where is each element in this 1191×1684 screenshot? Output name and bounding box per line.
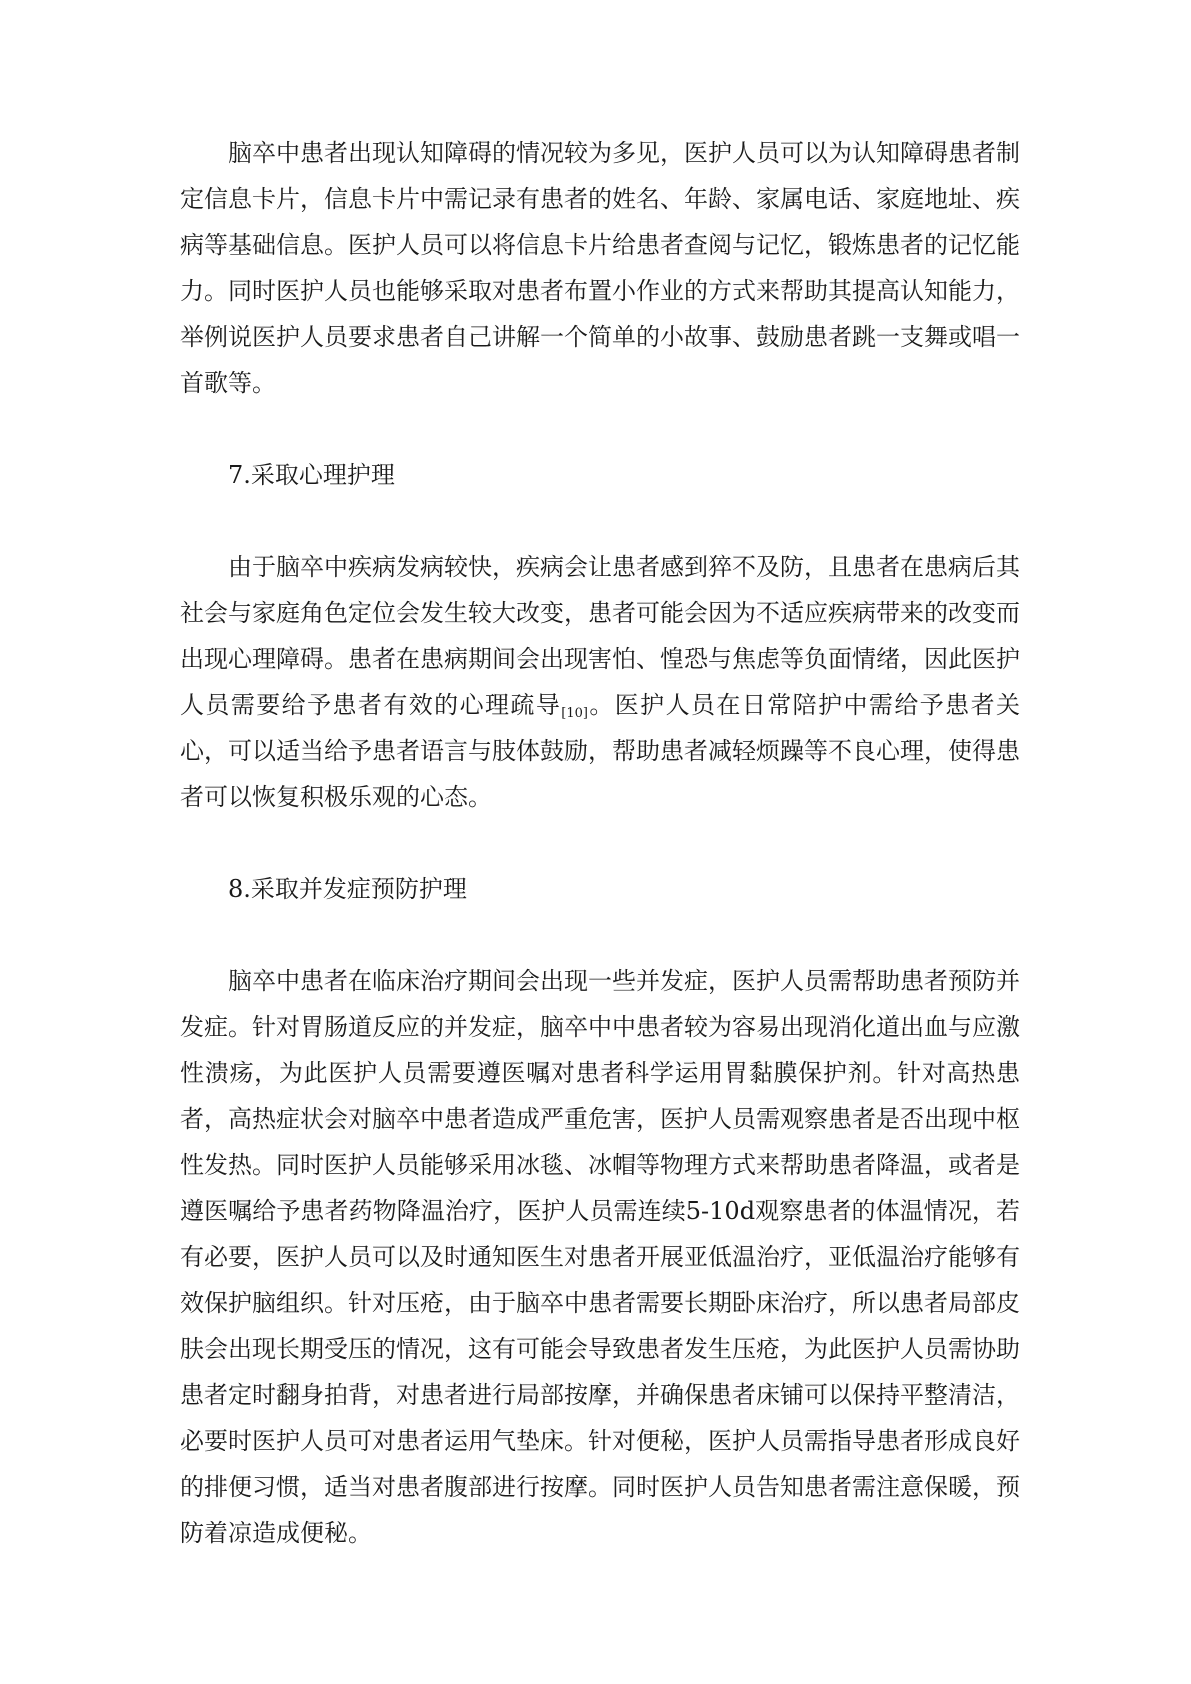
section-heading-psychological-care: 7.采取心理护理 <box>228 461 395 489</box>
paragraph-complication-prevention: 脑卒中患者在临床治疗期间会出现一些并发症，医护人员需帮助患者预防并发症。针对胃肠道反应的并发症，脑卒中中患者较为容易出现消化道出血与应激性溃疡，为此医护人员需要遵医嘱对患者科学运用胃黏膜保护剂。针对高热患者，高热症状会对脑卒中患者造成严重危害，医护人员需观察患者是否出现中枢性发热。同时医护人员能够采用冰毯、冰帽等物理方式来帮助患者降温，或者是遵医嘱给予患者药物降温治疗，医护人员需连续5-10d观察患者的体温情况，若有必要，医护人员可以及时通知医生对患者开展亚低温治疗，亚低温治疗能够有效保护脑组织。针对压疮，由于脑卒中患者需要长期卧床治疗，所以患者局部皮肤会出现长期受压的情况，这有可能会导致患者发生压疮，为此医护人员需协助患者定时翻身拍背，对患者进行局部按摩，并确保患者床铺可以保持平整清洁，必要时医护人员可对患者运用气垫床。针对便秘，医护人员需指导患者形成良好的排便习惯，适当对患者腹部进行按摩。同时医护人员告知患者需注意保暖，预防着凉造成便秘。 <box>180 967 1020 1547</box>
paragraph-cognitive-care: 脑卒中患者出现认知障碍的情况较为多见，医护人员可以为认知障碍患者制定信息卡片，信息卡片中需记录有患者的姓名、年龄、家属电话、家庭地址、疾病等基础信息。医护人员可以将信息卡片给患者查阅与记忆，锻炼患者的记忆能力。同时医护人员也能够采取对患者布置小作业的方式来帮助其提高认知能力，举例说医护人员要求患者自己讲解一个简单的小故事、鼓励患者跳一支舞或唱一首歌等。 <box>180 139 1020 397</box>
citation-reference: [10] <box>561 706 588 721</box>
document-body <box>180 130 1020 1602</box>
paragraph-text-part-1: 由于脑卒中疾病发病较快，疾病会让患者感到猝不及防，且患者在患病后其社会与家庭角色定位会发生较大改变，患者可能会因为不适应疾病带来的改变而出现心理障碍。患者在患病期间会出现害怕、惶恐与焦虑等负面情绪，因此医护人员需要给予患者有效的心理疏导 <box>180 553 1020 719</box>
paragraph-psychological-care <box>180 544 1020 820</box>
section-heading-complication-prevention: 8.采取并发症预防护理 <box>228 875 467 903</box>
paragraph-text-part-2: 。医护人员在日常陪护中需给予患者关心，可以适当给予患者语言与肢体鼓励，帮助患者减轻烦躁等不良心理，使得患者可以恢复积极乐观的心态。 <box>180 691 1021 811</box>
